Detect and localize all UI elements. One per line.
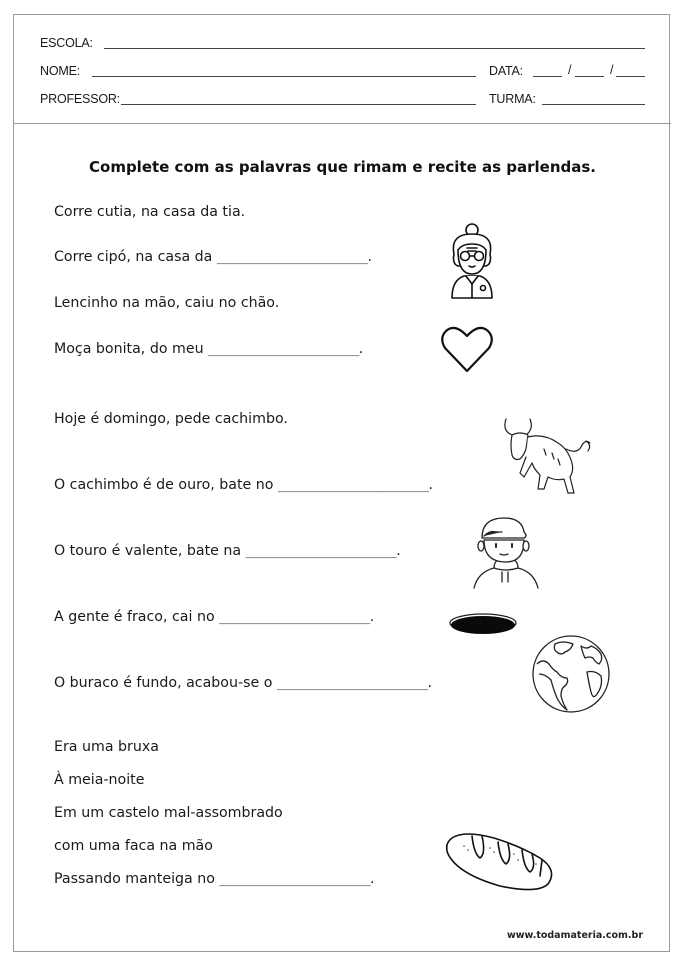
answer-blank[interactable]: ____________________: [277, 477, 429, 493]
date-separator: /: [568, 63, 572, 77]
class-field[interactable]: [542, 104, 645, 105]
verse-line: O cachimbo é de ouro, bate no ____________________.: [54, 477, 434, 493]
teacher-label: PROFESSOR:: [40, 92, 120, 106]
date-year-field[interactable]: [616, 76, 645, 77]
answer-blank[interactable]: ____________________: [219, 871, 370, 887]
page-title: Complete com as palavras que rimam e recite as parlendas.: [89, 158, 596, 176]
teacher-field[interactable]: [121, 104, 476, 105]
answer-blank[interactable]: ____________________: [216, 249, 368, 265]
website-footer: www.todamateria.com.br: [506, 930, 643, 941]
class-label: TURMA:: [489, 92, 536, 106]
name-label: NOME:: [40, 64, 80, 78]
verse-line: Passando manteiga no ____________________.: [54, 871, 375, 887]
date-label: DATA:: [489, 64, 523, 78]
verse-line: Hoje é domingo, pede cachimbo.: [54, 411, 288, 427]
name-field[interactable]: [92, 76, 476, 77]
hole-icon: [449, 612, 517, 636]
verse-line: Moça bonita, do meu ____________________.: [54, 341, 364, 357]
verse-line: O touro é valente, bate na ____________________.: [54, 543, 401, 559]
verse-line: com uma faca na mão: [54, 838, 213, 854]
globe-icon: [531, 634, 611, 714]
verse-line: Lencinho na mão, caiu no chão.: [54, 295, 280, 311]
answer-blank[interactable]: ____________________: [208, 341, 359, 357]
verse-line: Corre cipó, na casa da ____________________.: [54, 249, 372, 265]
header-divider: [13, 123, 671, 124]
grandmother-icon: [442, 220, 502, 300]
answer-blank[interactable]: ____________________: [219, 609, 370, 625]
verse-line: À meia-noite: [54, 772, 145, 788]
heart-icon: [440, 324, 494, 374]
date-day-field[interactable]: [533, 76, 562, 77]
date-separator: /: [610, 63, 614, 77]
date-month-field[interactable]: [575, 76, 604, 77]
verse-line: Era uma bruxa: [54, 739, 159, 755]
school-label: ESCOLA:: [40, 36, 93, 50]
verse-line: Em um castelo mal-assombrado: [54, 805, 283, 821]
answer-blank[interactable]: ____________________: [245, 543, 397, 559]
verse-line: O buraco é fundo, acabou-se o ____________________.: [54, 675, 432, 691]
school-field[interactable]: [104, 48, 645, 49]
boy-icon: [470, 510, 550, 590]
answer-blank[interactable]: ____________________: [276, 675, 428, 691]
bull-icon: [500, 415, 598, 500]
bread-icon: [440, 830, 560, 892]
verse-line: Corre cutia, na casa da tia.: [54, 204, 246, 220]
verse-line: A gente é fraco, cai no ____________________.: [54, 609, 375, 625]
